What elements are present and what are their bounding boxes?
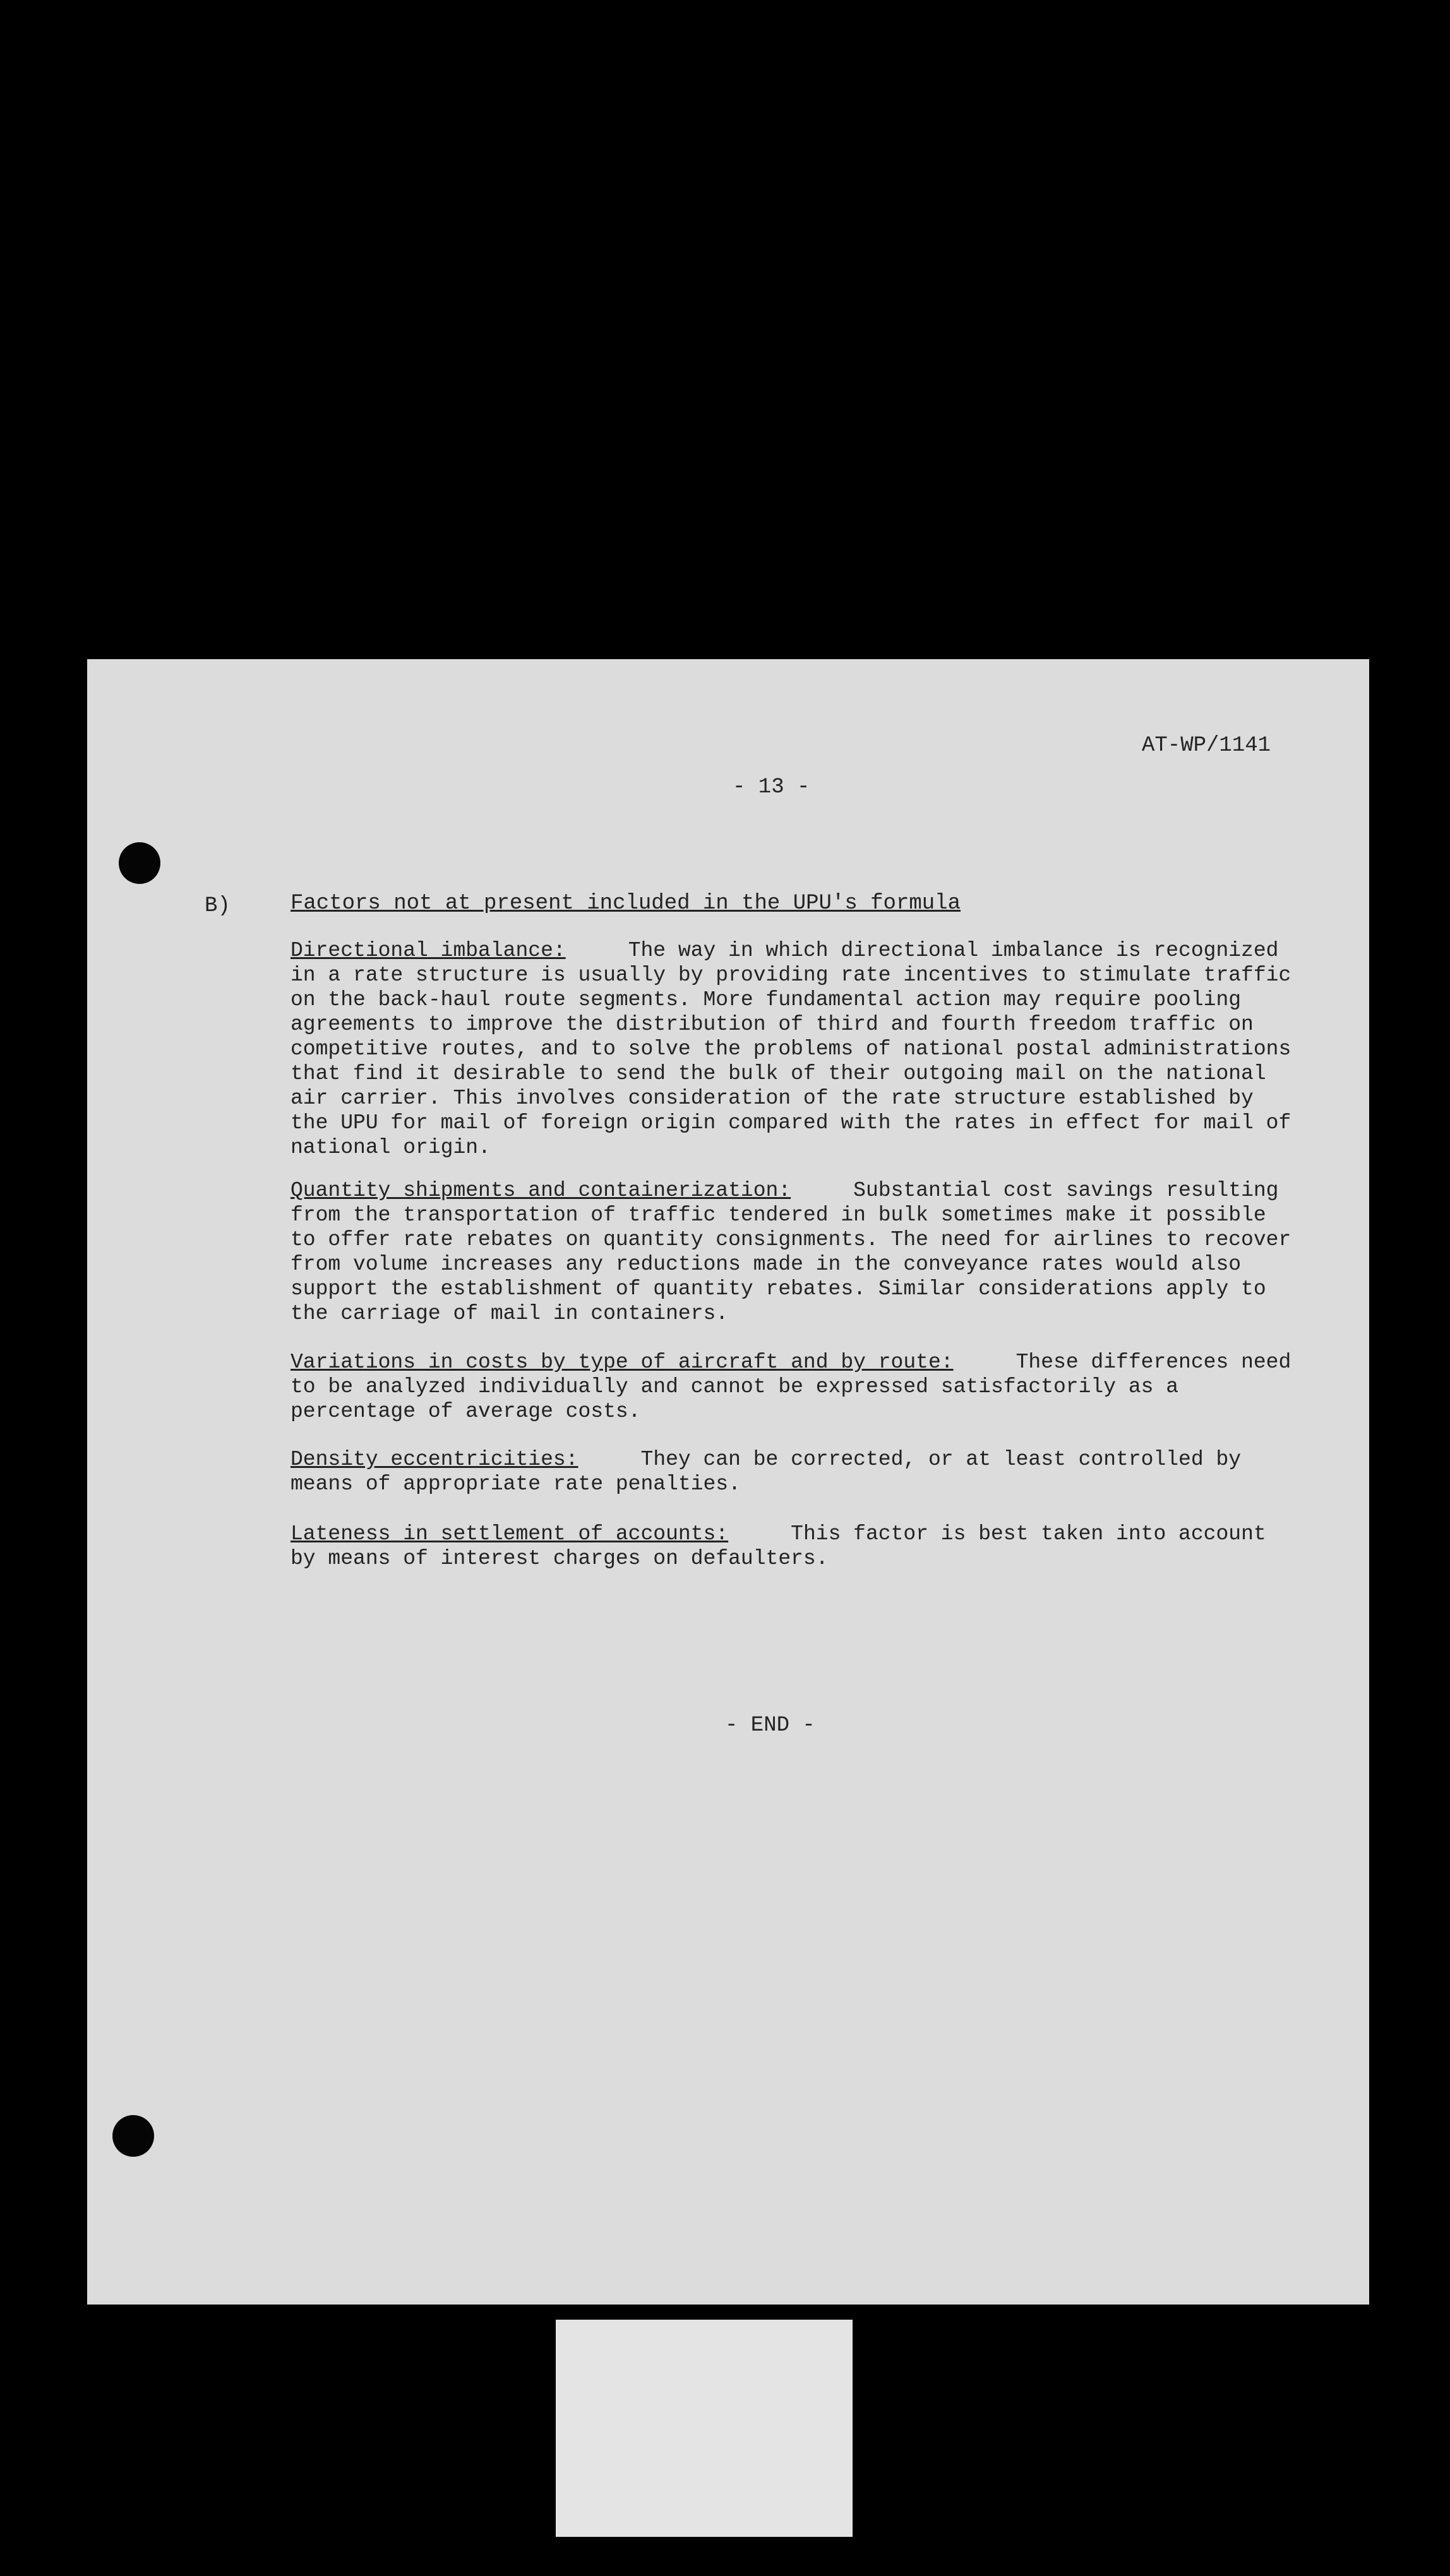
document-page	[87, 659, 1369, 2305]
paragraph-text: The way in which directional imbalance is recognized in a rate structure is usually by providing rate incentives to stimulate traffic on the back-haul route segments. More fundamental action may require pooling agreements to improve the distribution of third and fourth freedom traffic on competitive routes, and to solve the problems of national postal administrations that find it desirable to send the bulk of their outgoing mail on the national air carrier. This involves consideration of the rate structure established by the UPU for mail of foreign origin compared with the rates in effect for mail of national origin.	[291, 939, 1291, 1159]
paragraph-text: Substantial cost savings resulting from the transportation of traffic tendered in bulk sometimes make it possible to offer rate rebates on quantity consignments. The need for airlines to recover from volume increases any reductions made in the conveyance rates would also support the establishment of quantity rebates. Similar considerations apply to the carriage of mail in containers.	[291, 1179, 1291, 1325]
section-letter: B)	[205, 894, 231, 918]
document-reference: AT-WP/1141	[1142, 734, 1271, 758]
blank-card	[556, 2320, 853, 2537]
paragraph-cost-variations	[291, 1350, 1301, 1424]
paragraph-directional-imbalance	[291, 938, 1301, 1160]
paragraph-lateness-settlement	[291, 1522, 1301, 1571]
paragraph-heading: Lateness in settlement of accounts:	[291, 1522, 729, 1546]
paragraph-heading: Variations in costs by type of aircraft and by route:	[291, 1351, 954, 1374]
paragraph-heading: Directional imbalance:	[291, 939, 566, 962]
paragraph-text: These differences need to be analyzed individually and cannot be expressed satisfactorily as a percentage of average costs.	[291, 1351, 1291, 1423]
punch-hole-bottom	[112, 2115, 154, 2157]
page-number: - 13 -	[733, 775, 810, 799]
paragraph-text: This factor is best taken into account by means of interest charges on defaulters.	[291, 1522, 1266, 1570]
end-marker: - END -	[725, 1714, 815, 1738]
punch-hole-top	[119, 842, 160, 884]
paragraph-heading: Quantity shipments and containerization:	[291, 1179, 791, 1202]
paragraph-quantity-shipments	[291, 1178, 1301, 1326]
paragraph-density-eccentricities	[291, 1447, 1301, 1496]
paragraph-text: They can be corrected, or at least controlled by means of appropriate rate penalties.	[291, 1448, 1242, 1496]
paragraph-heading: Density eccentricities:	[291, 1448, 578, 1471]
section-title: Factors not at present included in the UPU's formula	[291, 891, 961, 915]
